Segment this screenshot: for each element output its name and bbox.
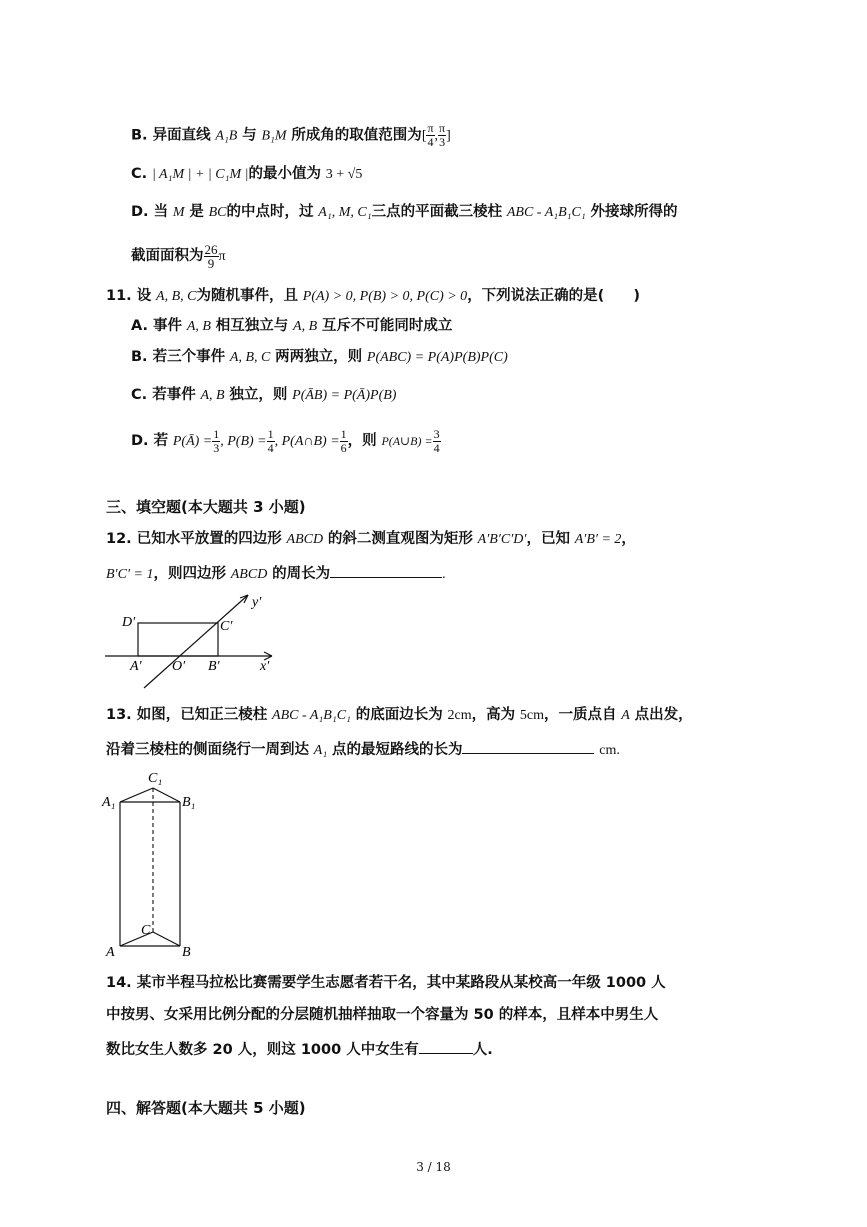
text: ，高为 <box>471 707 516 723</box>
text: 数比女生人数多 20 人，则这 1000 人中女生有 <box>106 1042 419 1058</box>
fraction <box>438 122 446 149</box>
text: 的斜二测直观图为矩形 <box>327 531 473 547</box>
numerator: 1 <box>267 426 274 441</box>
q13-line2 <box>106 738 620 762</box>
math: P(A) > 0, P(B) > 0, P(C) > 0 <box>302 289 468 304</box>
math: B₁M <box>261 128 287 144</box>
label-d: D′ <box>122 615 136 630</box>
math: M <box>172 205 185 220</box>
math: ABCD <box>230 567 268 582</box>
q11-option-d <box>131 422 441 460</box>
q11-option-a <box>131 314 452 338</box>
text: ，则 <box>347 433 377 449</box>
math: , P(B) = <box>220 434 267 449</box>
label-b: B′ <box>208 659 220 674</box>
numerator: 1 <box>213 426 220 441</box>
label-a: A′ <box>130 659 142 674</box>
q13-line1 <box>106 703 693 727</box>
text: 与 <box>242 127 257 144</box>
math: P(Ā) = <box>172 434 213 449</box>
edge-b1c1 <box>153 788 180 802</box>
period: . <box>616 743 620 758</box>
label-x: x′ <box>260 659 270 674</box>
numerator: 3 <box>433 426 440 441</box>
text: 的底面边长为 <box>355 707 443 723</box>
fraction <box>267 428 275 455</box>
denominator: 3 <box>213 440 220 455</box>
edge-bc <box>153 932 180 946</box>
text: 独立，则 <box>229 387 288 403</box>
math: 2cm <box>447 708 472 723</box>
math: P(A∪B) = <box>381 434 433 448</box>
text: 两两独立，则 <box>275 349 363 365</box>
text: 沿着三棱柱的侧面绕行一周到达 <box>106 742 309 758</box>
bracket: [ <box>421 128 427 144</box>
text: 的中点时，过 <box>226 204 314 220</box>
answer-blank[interactable] <box>330 563 442 578</box>
text: 所成角的取值范围为 <box>291 127 422 144</box>
text: 12. 已知水平放置的四边形 <box>106 531 282 547</box>
q10-option-d <box>131 200 678 224</box>
denominator: 9 <box>207 255 215 271</box>
math: A, B <box>186 319 211 334</box>
math: B′C′ = 1 <box>106 567 154 582</box>
q14-line2: 中按男、女采用比例分配的分层随机抽样抽取一个容量为 50 的样本，且样本中男生人 <box>106 1007 659 1023</box>
text: C. 若事件 <box>131 387 196 403</box>
text: ， <box>621 531 636 547</box>
text: 点出发， <box>634 707 693 723</box>
math: BC <box>208 205 227 220</box>
q10-option-c <box>131 162 362 186</box>
period: . <box>442 567 446 582</box>
section-4-heading: 四、解答题(本大题共 5 小题) <box>106 1099 306 1117</box>
math: ABC - A₁B₁C₁ <box>272 708 351 723</box>
section-3-heading: 三、填空题(本大题共 3 小题) <box>106 498 306 516</box>
text: 是 <box>189 204 204 220</box>
label-b1: B₁ <box>182 795 196 810</box>
q11-option-b <box>131 345 508 369</box>
math: P(ĀB) = P(Ā)P(B) <box>292 388 397 403</box>
text: 相互独立与 <box>215 318 289 334</box>
rectangle <box>138 623 218 656</box>
text: 互斥不可能同时成立 <box>321 318 453 334</box>
label-b: B <box>182 945 191 960</box>
numerator: 26 <box>204 241 218 257</box>
fraction <box>426 122 434 149</box>
math: A, B, C <box>156 289 197 304</box>
fraction <box>204 243 219 270</box>
label-a1: A₁ <box>102 795 116 810</box>
q12-line1 <box>106 527 636 551</box>
denominator: 4 <box>433 440 440 455</box>
text: 的最小值为 <box>248 166 321 182</box>
text: 的周长为 <box>272 566 331 582</box>
numerator: 1 <box>340 426 347 441</box>
numerator: π <box>427 121 434 135</box>
denominator: 3 <box>439 135 446 149</box>
q12-line2 <box>106 562 446 586</box>
math: P(ABC) = P(A)P(B)P(C) <box>366 350 508 365</box>
answer-blank[interactable] <box>462 739 594 754</box>
label-c: C′ <box>220 619 233 634</box>
text: D. 当 <box>131 204 169 220</box>
text: ，已知 <box>526 531 570 547</box>
text: ，一质点自 <box>543 707 617 723</box>
q14-line1: 14. 某市半程马拉松比赛需要学生志愿者若干名，其中某路段从某校高一年级 1000 人 <box>106 975 666 991</box>
page-number: 3 / 18 <box>416 1160 451 1174</box>
edge-a1c1 <box>120 788 153 802</box>
y-axis <box>144 595 248 688</box>
math: A, B, C <box>229 350 271 365</box>
q10-option-b <box>131 122 451 149</box>
math: | A₁M | + | C₁M | <box>151 167 249 182</box>
q11-stem <box>106 284 640 308</box>
text: B. 异面直线 <box>131 127 211 144</box>
label-a: A <box>106 945 115 960</box>
text: 11. 设 <box>106 288 152 304</box>
q14-line3 <box>106 1038 493 1061</box>
text: 三点的平面截三棱柱 <box>371 204 503 220</box>
answer-blank[interactable] <box>419 1039 473 1054</box>
text: 人. <box>472 1042 493 1058</box>
comma: , <box>434 128 439 144</box>
q10-option-d-cont <box>131 240 226 272</box>
pi: π <box>218 249 226 264</box>
q13-figure <box>100 766 210 960</box>
text: ，下列说法正确的是( ) <box>467 288 640 304</box>
math: A₁B <box>215 128 238 144</box>
label-c: C <box>141 923 151 938</box>
fraction <box>340 428 348 455</box>
text: 截面面积为 <box>131 248 204 264</box>
math: A <box>621 708 630 723</box>
numerator: π <box>439 121 446 135</box>
math: ABCD <box>286 532 324 547</box>
math: A₁, M, C₁ <box>318 205 372 220</box>
label-o: O′ <box>172 659 186 674</box>
math: , P(A∩B) = <box>274 434 340 449</box>
bracket: ] <box>446 128 451 144</box>
text: D. 若 <box>131 433 169 449</box>
math: A′B′C′D′ <box>477 532 527 547</box>
text: A. 事件 <box>131 318 183 334</box>
denominator: 6 <box>340 440 347 455</box>
math: A′B′ = 2 <box>574 532 622 547</box>
text: B. 若三个事件 <box>131 349 226 365</box>
text: ，则四边形 <box>153 566 226 582</box>
text: C. <box>131 166 148 182</box>
math: A, B <box>200 388 225 403</box>
q11-option-c <box>131 383 396 407</box>
text: 13. 如图，已知正三棱柱 <box>106 707 268 723</box>
math: A₁ <box>313 743 328 758</box>
math: ABC - A₁B₁C₁ <box>506 205 586 220</box>
denominator: 4 <box>427 135 434 149</box>
text: 点的最短路线的长为 <box>331 742 463 758</box>
math: 3 + √5 <box>325 167 363 182</box>
fraction <box>433 428 441 455</box>
unit: cm <box>599 743 617 758</box>
denominator: 4 <box>267 440 274 455</box>
math: 5cm <box>519 708 544 723</box>
math: A, B <box>293 319 318 334</box>
label-c1: C₁ <box>148 771 163 786</box>
label-y: y′ <box>252 595 262 610</box>
text: 外接球所得的 <box>590 204 678 220</box>
q12-figure <box>100 590 290 695</box>
text: 为随机事件，且 <box>196 288 298 304</box>
